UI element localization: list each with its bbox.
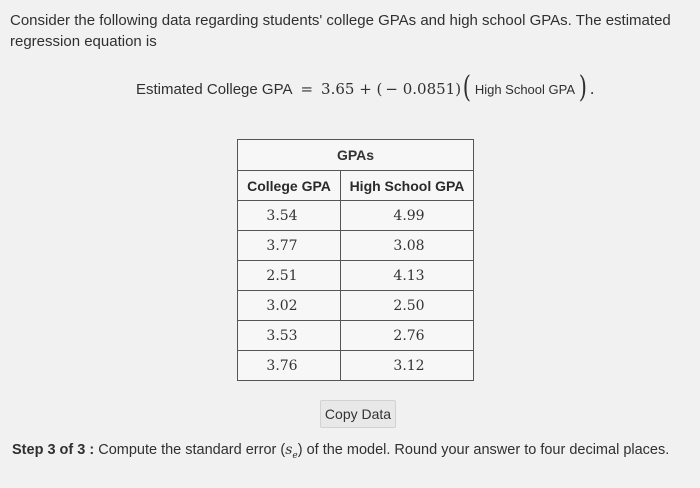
standard-error-subscript: e (292, 450, 298, 461)
college-gpa-cell: 3.77 (238, 231, 341, 261)
table-caption: GPAs (238, 140, 474, 171)
table-row (238, 351, 474, 381)
equation-variable: High School GPA (474, 81, 576, 97)
college-gpa-cell: 3.76 (238, 351, 341, 381)
equation-open-paren: ( (462, 70, 472, 105)
standard-error-symbol (285, 442, 298, 461)
high-school-gpa-cell: 4.13 (341, 261, 474, 291)
gpa-table (237, 139, 474, 381)
column-header-college-gpa: College GPA (238, 171, 341, 201)
step-instruction (12, 442, 669, 461)
college-gpa-cell: 3.53 (238, 321, 341, 351)
question-intro: Consider the following data regarding students' college GPAs and high school GPAs. The estimated regression equation is (10, 12, 671, 50)
table-row (238, 291, 474, 321)
high-school-gpa-cell: 3.08 (341, 231, 474, 261)
equation-intercept: 3.65 + ( (321, 80, 383, 98)
college-gpa-cell: 3.54 (238, 201, 341, 231)
step-text-before: Compute the standard error ( (98, 442, 286, 458)
regression-equation (136, 72, 595, 106)
table-row (238, 321, 474, 351)
step-label: Step 3 of 3 : (12, 442, 95, 458)
table-row (238, 201, 474, 231)
column-header-high-school-gpa: High School GPA (341, 171, 474, 201)
high-school-gpa-cell: 3.12 (341, 351, 474, 381)
equation-period: . (589, 80, 595, 98)
college-gpa-cell: 3.02 (238, 291, 341, 321)
high-school-gpa-cell: 4.99 (341, 201, 474, 231)
high-school-gpa-cell: 2.76 (341, 321, 474, 351)
equation-equals: = (300, 80, 314, 98)
high-school-gpa-cell: 2.50 (341, 291, 474, 321)
equation-lhs: Estimated College GPA (136, 80, 293, 98)
equation-slope: − 0.0851) (385, 80, 462, 98)
equation-close-paren: ) (578, 70, 587, 105)
table-row (238, 261, 474, 291)
step-text-after: ) of the model. Round your answer to four decimal places. (297, 442, 670, 458)
standard-error-s: s (285, 442, 293, 458)
table-row (238, 231, 474, 261)
college-gpa-cell: 2.51 (238, 261, 341, 291)
copy-data-button[interactable]: Copy Data (320, 400, 396, 428)
